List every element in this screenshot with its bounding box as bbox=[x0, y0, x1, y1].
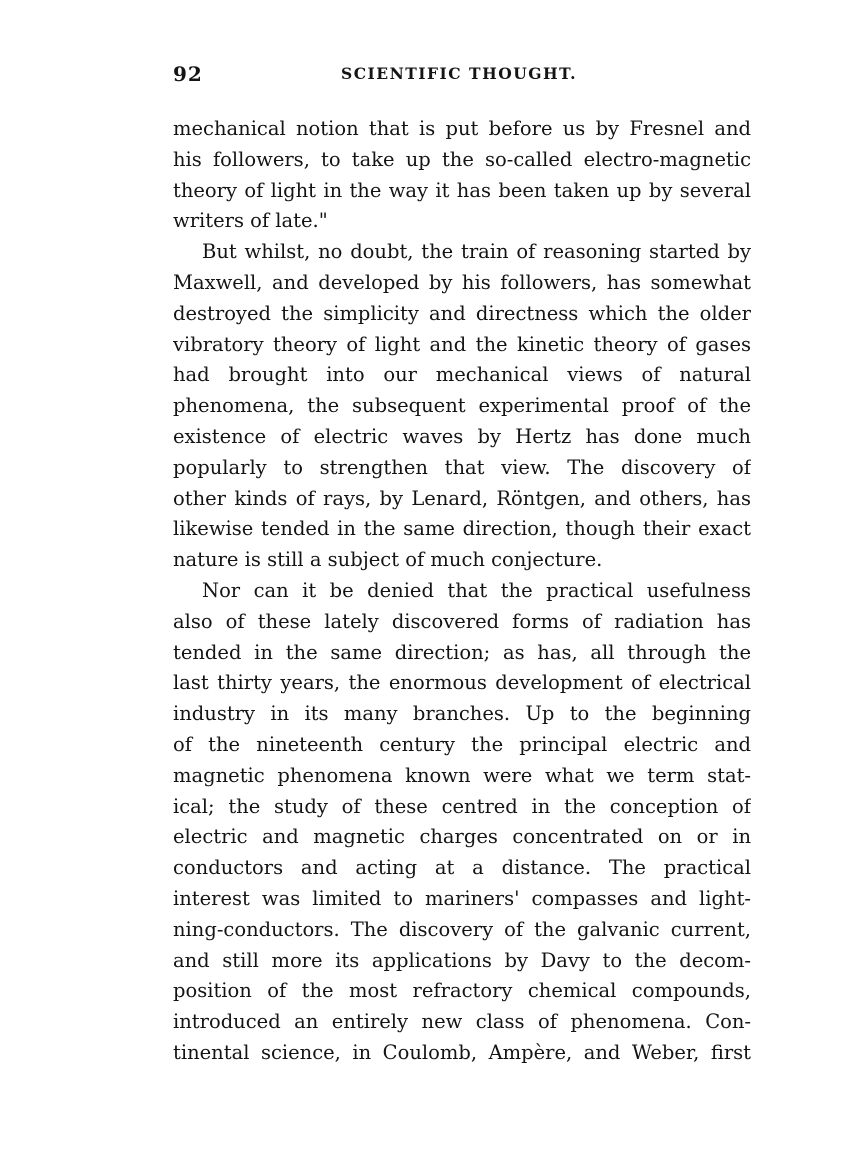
paragraph-first-line: But whilst, no doubt, the train of reasoning started by bbox=[202, 240, 751, 264]
text-line: tended in the same direction; as has, all through the bbox=[173, 640, 751, 664]
body-text bbox=[173, 114, 751, 1069]
text-line: existence of electric waves by Hertz has done much bbox=[173, 424, 751, 448]
text-line: also of these lately discovered forms of radiation has bbox=[173, 609, 751, 633]
text-line: vibratory theory of light and the kinetic theory of gases bbox=[173, 332, 751, 356]
text-line: Maxwell, and developed by his followers, has somewhat bbox=[173, 270, 751, 294]
text-line: his followers, to take up the so-called electro-magnetic bbox=[173, 147, 751, 171]
text-line: writers of late." bbox=[173, 209, 328, 233]
text-line: theory of light in the way it has been taken up by several bbox=[173, 178, 751, 202]
text-line: magnetic phenomena known were what we term stat- bbox=[173, 763, 751, 787]
text-line: destroyed the simplicity and directness which the older bbox=[173, 301, 751, 325]
text-line: of the nineteenth century the principal electric and bbox=[173, 732, 751, 756]
running-title: SCIENTIFIC THOUGHT. bbox=[341, 64, 578, 83]
text-line: phenomena, the subsequent experimental proof of the bbox=[173, 394, 751, 418]
text-line: popularly to strengthen that view. The discovery of bbox=[173, 455, 751, 479]
text-line: conductors and acting at a distance. The practical bbox=[173, 856, 751, 880]
text-line: mechanical notion that is put before us by Fresnel and bbox=[173, 117, 751, 140]
text-line: interest was limited to mariners' compasses and light- bbox=[173, 886, 751, 910]
text-line: position of the most refractory chemical compounds, bbox=[173, 979, 751, 1003]
text-line: last thirty years, the enormous development of electrical bbox=[173, 671, 751, 695]
text-line: electric and magnetic charges concentrated on or in bbox=[173, 825, 751, 849]
paragraph-first-line: Nor can it be denied that the practical usefulness bbox=[202, 578, 751, 602]
text-line: industry in its many branches. Up to the beginning bbox=[173, 702, 751, 726]
text-line: had brought into our mechanical views of natural bbox=[173, 363, 751, 387]
text-line: likewise tended in the same direction, though their exact bbox=[173, 517, 751, 541]
text-line: tinental science, in Coulomb, Ampère, and Weber, first bbox=[173, 1040, 751, 1064]
text-line: ical; the study of these centred in the conception of bbox=[173, 794, 751, 818]
text-line: ning-conductors. The discovery of the galvanic current, bbox=[173, 917, 751, 941]
page-number: 92 bbox=[173, 62, 203, 86]
text-line: nature is still a subject of much conjecture. bbox=[173, 548, 603, 572]
text-line: introduced an entirely new class of phenomena. Con- bbox=[173, 1010, 751, 1034]
text-line: and still more its applications by Davy to the decom- bbox=[173, 948, 751, 972]
text-line: other kinds of rays, by Lenard, Röntgen, and others, has bbox=[173, 486, 751, 510]
running-head bbox=[173, 62, 751, 90]
